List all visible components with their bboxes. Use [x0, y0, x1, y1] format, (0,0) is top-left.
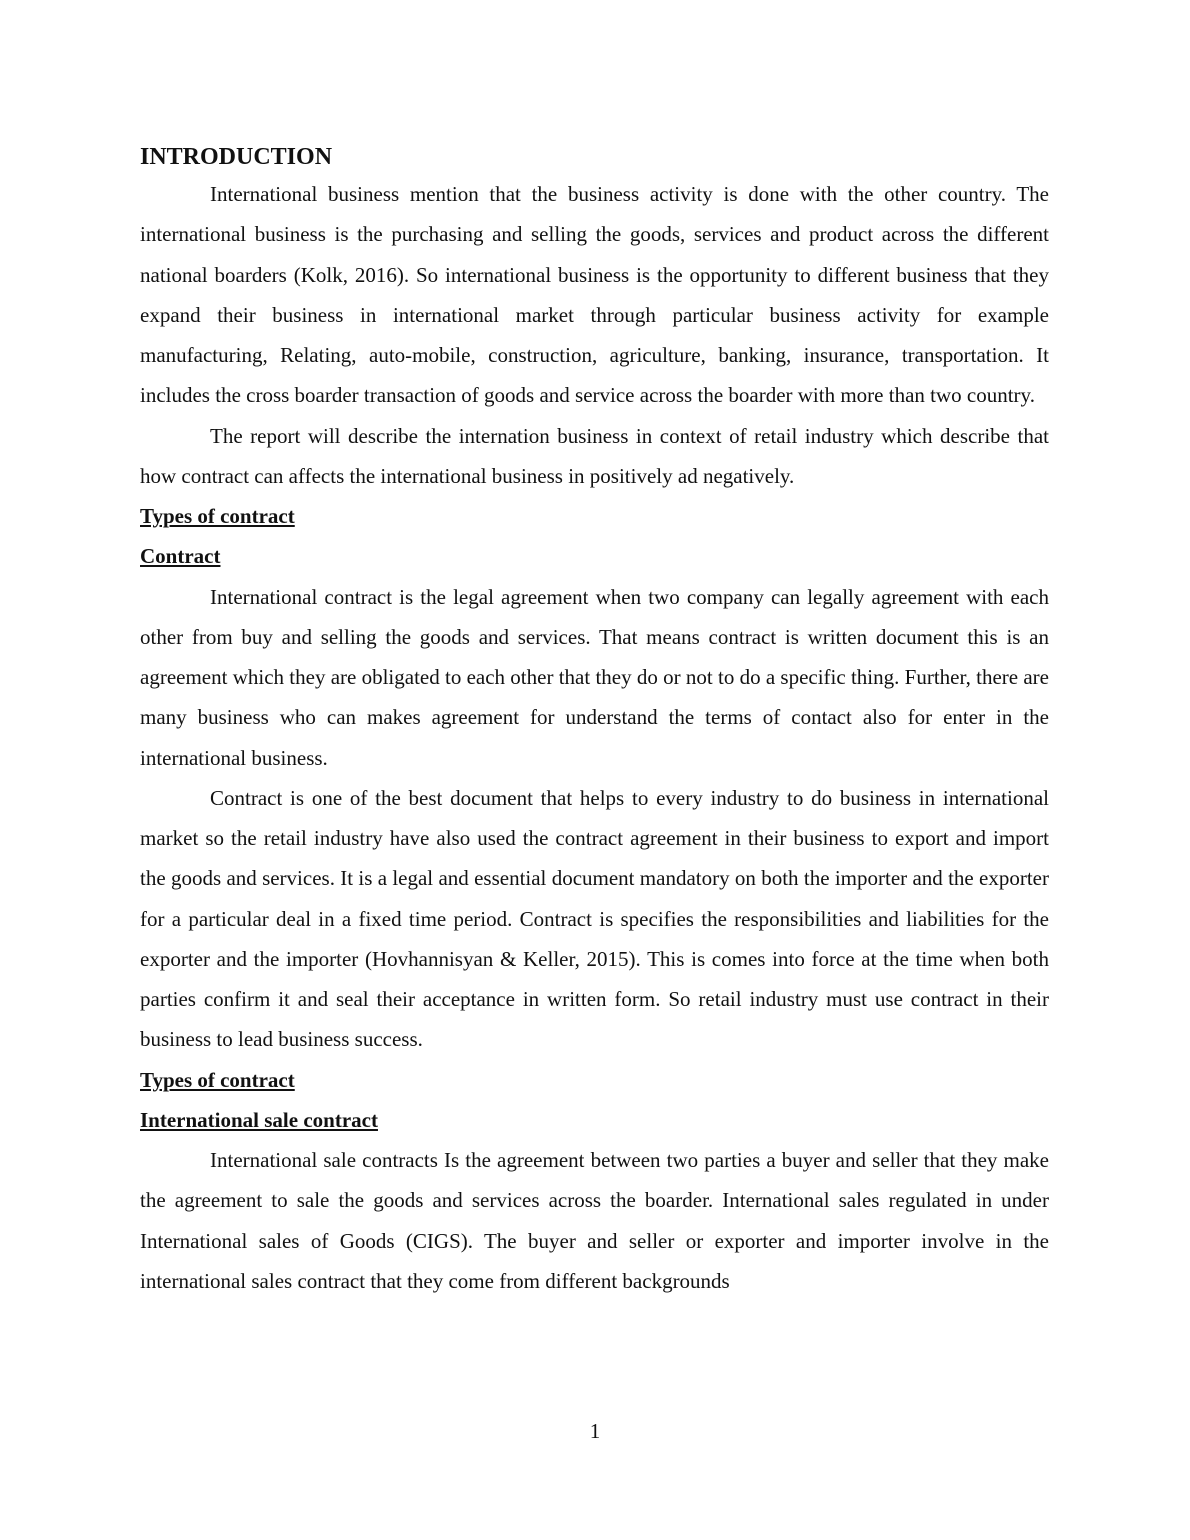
intro-paragraph-1: International business mention that the business activity is done with the other country. The international business is the purchasing and selling the goods, services and product across the different national boarders (Kolk, 2016). So international business is the opportunity to different business that they expand their business in international market through particular business activity for example manufacturing, Relating, auto-mobile, construction, agriculture, banking, insurance, transportation. It includes the cross boarder transaction of goods and service across the boarder with more than two country. [140, 182, 1049, 408]
page-content [140, 140, 1049, 1301]
types-of-contract-heading-1: Types of contract [140, 504, 295, 528]
intro-paragraph-2: The report will describe the internation business in context of retail industry which describe that how contract can affects the international business in positively ad negatively. [140, 423, 1049, 488]
contract-paragraph-2: Contract is one of the best document that helps to every industry to do business in international market so the retail industry have also used the contract agreement in their business to export and import the goods and services. It is a legal and essential document mandatory on both the importer and the exporter for a particular deal in a fixed time period. Contract is specifies the responsibilities and liabilities for the exporter and the importer (Hovhannisyan & Keller, 2015). This is comes into force at the time when both parties confirm it and seal their acceptance in written form. So retail industry must use contract in their business to lead business success. [140, 785, 1049, 1052]
contract-heading: Contract [140, 544, 221, 569]
contract-paragraph-1: International contract is the legal agreement when two company can legally agreement with each other from buy and selling the goods and services. That means contract is written document this is an agreement which they are obligated to each other that they do or not to do a specific thing. Further, there are many business who can makes agreement for understand the terms of contact also for enter in the international business. [140, 584, 1049, 770]
page-number: 1 [589, 1419, 601, 1443]
international-sale-contract-heading: International sale contract [140, 1107, 378, 1132]
sale-contract-paragraph: International sale contracts Is the agreement between two parties a buyer and seller that they make the agreement to sale the goods and services across the boarder. International sales regulated in under International sales of Goods (CIGS). The buyer and seller or exporter and importer involve in the international sales contract that they come from different backgrounds [140, 1148, 1049, 1293]
introduction-heading: INTRODUCTION [140, 144, 333, 170]
types-of-contract-heading-2: Types of contract [140, 1067, 295, 1092]
